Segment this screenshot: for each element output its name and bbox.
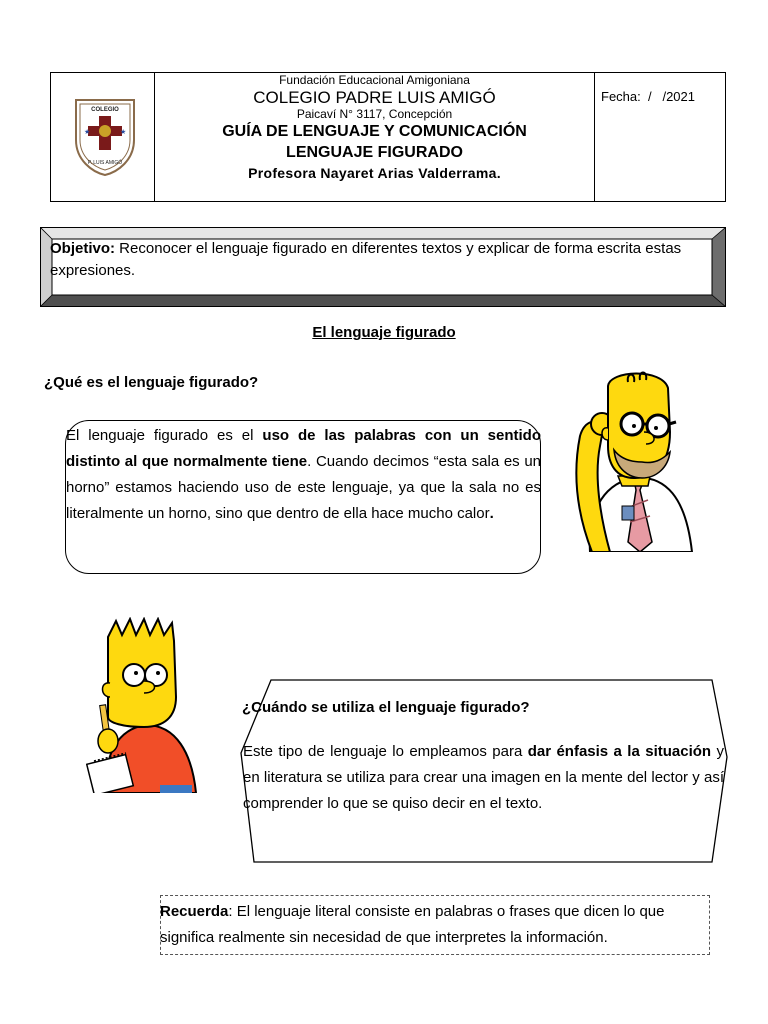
header-divider-right: [594, 72, 595, 202]
definition-bold: uso de las palabras con un sentido distinto al que normalmente tiene: [66, 427, 541, 470]
reminder-paragraph: [160, 899, 710, 951]
definition-paragraph: [66, 423, 541, 527]
date-slash-2: /: [662, 89, 667, 104]
fundacion-text: Fundación Educacional Amigoniana: [279, 73, 470, 87]
definition-end: .: [489, 505, 494, 522]
usage-text-2: y en literatura se utiliza para crear una imagen en la mente del lector y así comprender lo que se quiso decir en el texto.: [243, 743, 724, 812]
usage-bold: dar énfasis a la situación: [527, 743, 712, 760]
usage-paragraph: [243, 739, 724, 817]
date-year: 2021: [666, 89, 695, 104]
question-2: ¿Cuándo se utiliza el lenguaje figurado?: [242, 699, 530, 716]
logo-text-bottom: P. LUIS AMIGÓ: [87, 160, 123, 166]
date-label: Fecha:: [601, 89, 641, 104]
logo-text-top: COLEGIO: [91, 107, 119, 113]
bart-illustration: [86, 617, 198, 793]
reminder-label: Recuerda: [160, 903, 229, 920]
teacher-name: Profesora Nayaret Arias Valderrama.: [248, 165, 501, 181]
question-1: ¿Qué es el lenguaje figurado?: [44, 374, 259, 391]
date-field: [601, 89, 695, 104]
svg-text:★: ★: [120, 128, 127, 136]
date-slash-1: /: [647, 89, 652, 104]
guide-title: GUÍA DE LENGUAJE Y COMUNICACIÓN: [222, 123, 527, 140]
section-title: El lenguaje figurado: [312, 324, 456, 341]
definition-text-2: . Cuando decimos “esta sala es un horno” estamos haciendo uso de este lenguaje, ya que la sala no es literalmente un horno, sino que dentro de ella hace mucho calor: [66, 453, 541, 522]
objective-text: [50, 238, 714, 282]
homer-illustration: [570, 366, 700, 552]
usage-text-1: Este tipo de lenguaje lo empleamos para: [243, 743, 528, 760]
definition-text-1: El lenguaje figurado es el: [66, 427, 263, 444]
colegio-name: COLEGIO PADRE LUIS AMIGÓ: [253, 88, 496, 107]
school-address: Paicaví N° 3117, Concepción: [296, 107, 453, 121]
guide-topic: LENGUAJE FIGURADO: [286, 144, 463, 161]
objective-body: Reconocer el lenguaje figurado en diferentes textos y explicar de forma escrita estas expresiones.: [50, 240, 682, 279]
objective-label: Objetivo:: [50, 240, 116, 257]
header-center: [155, 74, 594, 180]
reminder-text: : El lenguaje literal consiste en palabras o frases que dicen lo que significa realmente sin necesidad de que interpretes la información.: [160, 903, 665, 946]
svg-text:★: ★: [84, 128, 91, 136]
school-crest-logo: [72, 98, 138, 176]
